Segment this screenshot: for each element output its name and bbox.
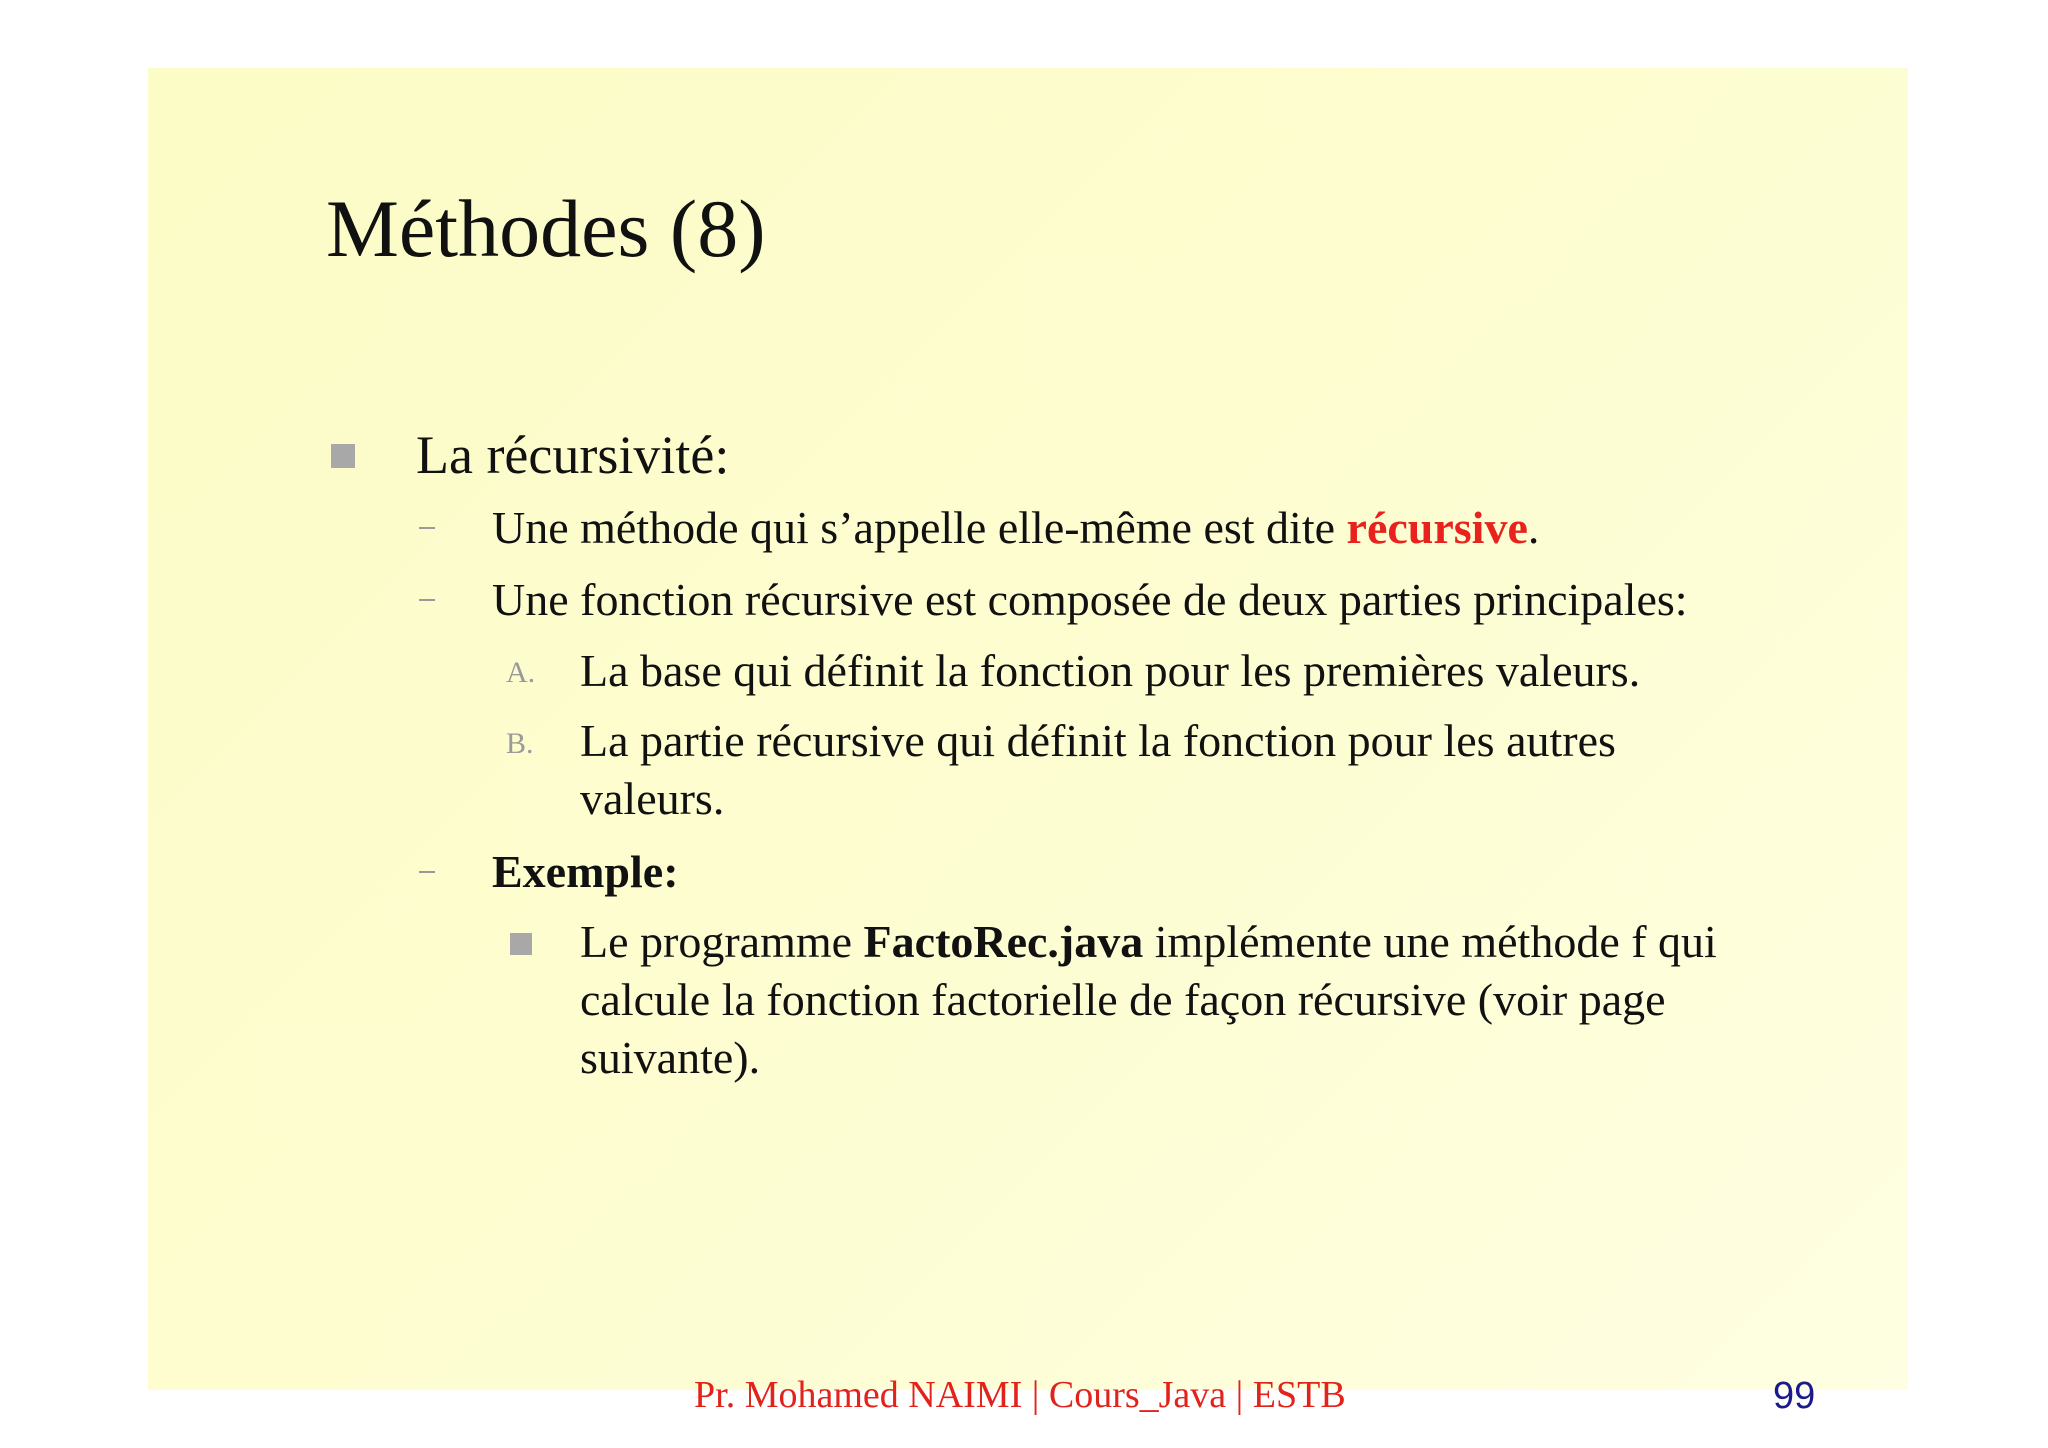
slide-title: Méthodes (8) [326,183,766,274]
square-bullet-icon [331,444,355,468]
item-two-parts: Une fonction récursive est composée de deux parties principales: [492,574,1688,625]
slide [148,68,1908,1417]
dash-bullet-icon [419,527,435,529]
dash-bullet-icon [419,871,435,873]
emphasis-recursive: récursive [1346,502,1528,553]
item-recursive-definition [492,502,1540,553]
item-text: Une méthode qui s’appelle elle-même est dite [492,502,1347,553]
item-suffix: . [1527,502,1540,553]
square-bullet-icon [510,933,532,955]
letter-marker-b: B. [506,727,534,760]
sub-item-recursive-part-cont: valeurs. [580,773,725,824]
sub-item-recursive-part: La partie récursive qui définit la fonction pour les autres [580,715,1616,766]
example-text [580,916,1717,967]
example-prefix: Le programme [580,916,864,967]
sub-item-base: La base qui définit la fonction pour les premières valeurs. [580,645,1641,696]
letter-marker-a: A. [506,656,536,689]
slide-footer: Pr. Mohamed NAIMI | Cours_Java | ESTB [694,1374,1346,1416]
example-text-line2: calcule la fonction factorielle de façon récursive (voir page [580,974,1666,1025]
dash-bullet-icon [419,599,435,601]
example-filename: FactoRec.java [863,916,1144,967]
example-text-line3: suivante). [580,1032,761,1083]
bullet-heading: La récursivité: [416,425,730,485]
page-number: 99 [1773,1375,1816,1417]
example-suffix: implémente une méthode f qui [1143,916,1717,967]
example-label: Exemple: [492,846,679,897]
